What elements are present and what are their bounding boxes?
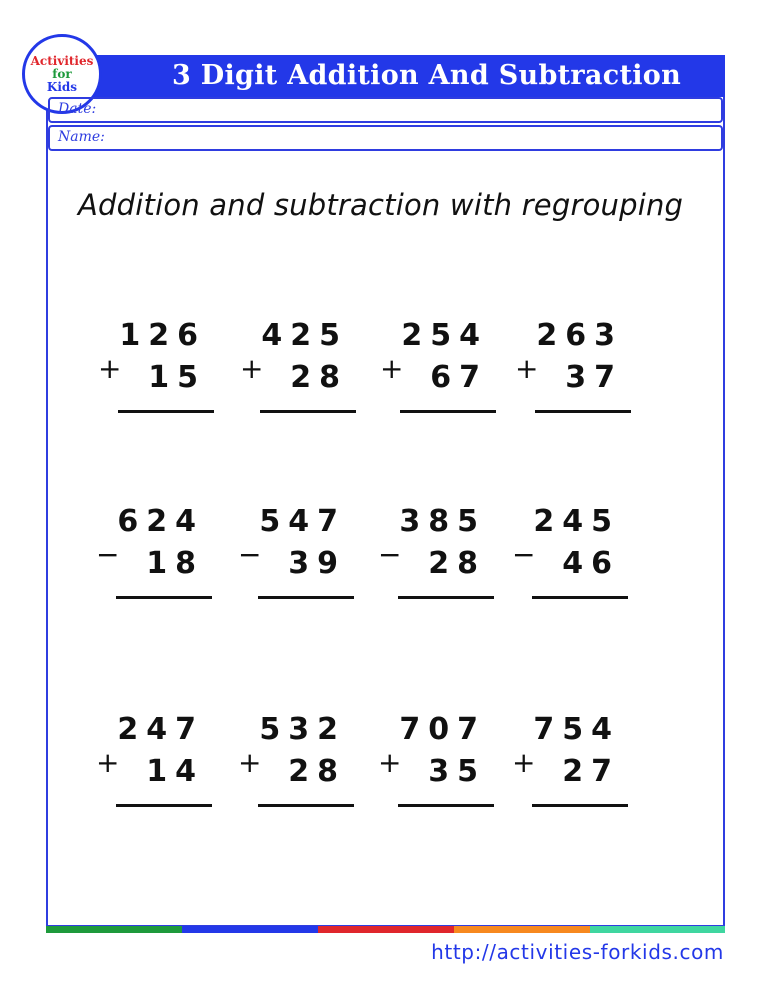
logo-line-kids: Kids — [46, 79, 78, 94]
color-bar-segment — [46, 926, 182, 933]
problem-r3-c1 — [96, 712, 216, 812]
top-number: 245 — [533, 504, 620, 539]
top-number: 254 — [401, 318, 488, 353]
operator: + — [380, 352, 404, 385]
title-bar — [46, 55, 725, 97]
footer-url[interactable]: http://activities-forkids.com — [431, 940, 724, 964]
operator: − — [96, 538, 120, 571]
bottom-number: 28 — [288, 754, 346, 789]
answer-line[interactable] — [532, 804, 628, 807]
name-field[interactable] — [48, 125, 723, 151]
top-number: 247 — [117, 712, 204, 747]
logo-line-for: for — [52, 66, 72, 81]
operator: + — [240, 352, 264, 385]
operator: + — [512, 746, 536, 779]
bottom-number: 18 — [146, 546, 204, 581]
problem-r3-c2 — [238, 712, 358, 812]
color-bar-segment — [318, 926, 454, 933]
worksheet-subtitle: Addition and subtraction with regrouping — [78, 188, 684, 222]
problem-r3-c3 — [378, 712, 498, 812]
operator: + — [98, 352, 122, 385]
operator: − — [512, 538, 536, 571]
bottom-number: 67 — [430, 360, 488, 395]
problem-r1-c2 — [240, 318, 360, 418]
operator: − — [238, 538, 262, 571]
bottom-number: 14 — [146, 754, 204, 789]
answer-line[interactable] — [116, 804, 212, 807]
problem-r2-c3 — [378, 504, 498, 604]
operator: + — [515, 352, 539, 385]
name-label: Name: — [58, 129, 105, 145]
top-number: 126 — [119, 318, 206, 353]
answer-line[interactable] — [400, 410, 496, 413]
operator: + — [96, 746, 120, 779]
operator: + — [238, 746, 262, 779]
bottom-number: 46 — [562, 546, 620, 581]
date-label: Date: — [58, 101, 97, 117]
answer-line[interactable] — [398, 804, 494, 807]
answer-line[interactable] — [532, 596, 628, 599]
answer-line[interactable] — [535, 410, 631, 413]
problem-r1-c1 — [98, 318, 218, 418]
top-number: 385 — [399, 504, 486, 539]
bottom-number: 27 — [562, 754, 620, 789]
answer-line[interactable] — [260, 410, 356, 413]
page-title: 3 Digit Addition And Subtraction — [171, 60, 682, 91]
bottom-number: 35 — [428, 754, 486, 789]
color-bar-segment — [182, 926, 318, 933]
bottom-number: 37 — [565, 360, 623, 395]
top-number: 547 — [259, 504, 346, 539]
answer-line[interactable] — [116, 596, 212, 599]
top-number: 624 — [117, 504, 204, 539]
bottom-number: 28 — [290, 360, 348, 395]
bottom-number: 28 — [428, 546, 486, 581]
bottom-number: 39 — [288, 546, 346, 581]
top-number: 425 — [261, 318, 348, 353]
color-bar-segment — [590, 926, 725, 933]
problem-r2-c2 — [238, 504, 358, 604]
date-field[interactable] — [48, 97, 723, 123]
problem-r1-c3 — [380, 318, 500, 418]
operator: + — [378, 746, 402, 779]
top-number: 707 — [399, 712, 486, 747]
problem-r2-c4 — [512, 504, 632, 604]
answer-line[interactable] — [398, 596, 494, 599]
problem-r3-c4 — [512, 712, 632, 812]
top-number: 532 — [259, 712, 346, 747]
problem-r2-c1 — [96, 504, 216, 604]
top-number: 754 — [533, 712, 620, 747]
answer-line[interactable] — [118, 410, 214, 413]
operator: − — [378, 538, 402, 571]
problem-r1-c4 — [515, 318, 635, 418]
answer-line[interactable] — [258, 804, 354, 807]
bottom-number: 15 — [148, 360, 206, 395]
answer-line[interactable] — [258, 596, 354, 599]
color-bar-segment — [454, 926, 590, 933]
top-number: 263 — [536, 318, 623, 353]
logo-line-activities: Activities — [30, 53, 94, 68]
